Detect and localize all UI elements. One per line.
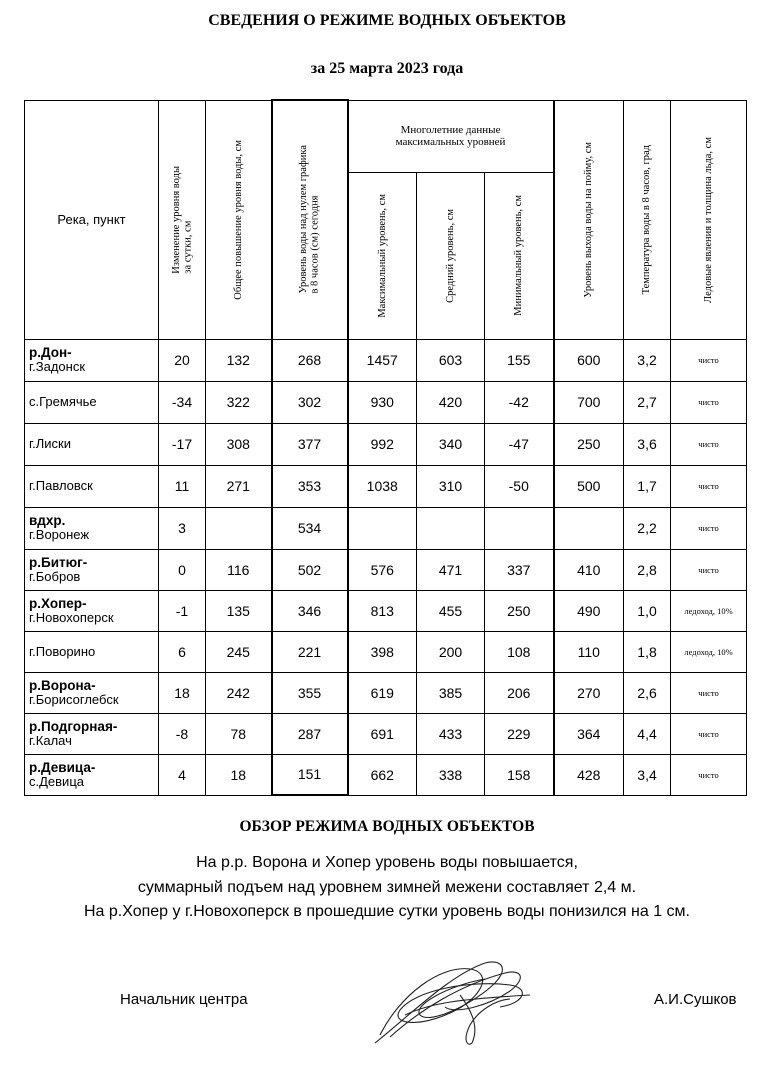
table-row — [25, 549, 747, 590]
cell-level: 221 — [272, 631, 348, 672]
cell-avg: 455 — [417, 590, 485, 631]
header-river-point: Река, пункт — [25, 100, 159, 339]
cell-rise: 132 — [206, 339, 272, 381]
table-body — [25, 339, 747, 795]
cell-rise — [206, 507, 272, 549]
table-row — [25, 339, 747, 381]
cell-min: 108 — [485, 631, 554, 672]
cell-river-point — [25, 631, 159, 672]
table-row — [25, 754, 747, 795]
cell-rise: 322 — [206, 381, 272, 423]
cell-avg: 433 — [417, 713, 485, 754]
table-row — [25, 381, 747, 423]
signatory-name: А.И.Сушков — [654, 991, 737, 1008]
cell-rise: 271 — [206, 465, 272, 507]
cell-ice: чисто — [671, 381, 747, 423]
cell-max: 398 — [348, 631, 417, 672]
cell-max: 1038 — [348, 465, 417, 507]
cell-level: 268 — [272, 339, 348, 381]
cell-ice: чисто — [671, 465, 747, 507]
gauge-point: г.Новохоперск — [29, 609, 114, 625]
river-name: р.Подгорная- — [29, 718, 118, 734]
cell-temp: 4,4 — [624, 713, 671, 754]
cell-rise: 116 — [206, 549, 272, 590]
cell-min: 229 — [485, 713, 554, 754]
cell-min: -47 — [485, 423, 554, 465]
cell-min: -42 — [485, 381, 554, 423]
cell-level: 302 — [272, 381, 348, 423]
cell-max: 1457 — [348, 339, 417, 381]
gauge-point: г.Задонск — [29, 359, 86, 374]
review-line-1: На р.р. Ворона и Хопер уровень воды повышается, — [196, 854, 578, 871]
header-longterm-group: Многолетние данные максимальных уровней — [348, 100, 554, 172]
gauge-point: г.Бобров — [29, 568, 81, 584]
cell-ice: чисто — [671, 672, 747, 713]
header-total-rise: Общее повышение уровня воды, см — [206, 100, 272, 339]
cell-rise: 308 — [206, 423, 272, 465]
cell-max: 813 — [348, 590, 417, 631]
cell-change: -17 — [159, 423, 206, 465]
cell-temp: 2,8 — [624, 549, 671, 590]
cell-level: 377 — [272, 423, 348, 465]
gauge-point: г.Воронеж — [29, 527, 90, 542]
cell-temp: 3,2 — [624, 339, 671, 381]
cell-temp: 1,0 — [624, 590, 671, 631]
cell-max: 930 — [348, 381, 417, 423]
cell-ice: чисто — [671, 713, 747, 754]
river-name: р.Ворона- — [29, 677, 96, 693]
cell-river-point — [25, 507, 159, 549]
cell-avg: 385 — [417, 672, 485, 713]
review-line-2: суммарный подъем над уровнем зимней межени составляет 2,4 м. — [137, 879, 637, 896]
table-row — [25, 465, 747, 507]
cell-ice: чисто — [671, 339, 747, 381]
cell-flood: 250 — [554, 423, 624, 465]
cell-rise: 242 — [206, 672, 272, 713]
cell-avg — [417, 507, 485, 549]
gauge-point: г.Борисоглебск — [29, 691, 119, 707]
table-row — [25, 631, 747, 672]
cell-change: -8 — [159, 713, 206, 754]
cell-avg: 200 — [417, 631, 485, 672]
cell-flood: 500 — [554, 465, 624, 507]
cell-change: 18 — [159, 672, 206, 713]
cell-rise: 135 — [206, 590, 272, 631]
cell-change: 11 — [159, 465, 206, 507]
cell-river-point — [25, 549, 159, 590]
header-avg-level: Средний уровень, см — [417, 172, 485, 339]
cell-river-point — [25, 590, 159, 631]
cell-avg: 471 — [417, 549, 485, 590]
table-row — [25, 713, 747, 754]
cell-ice: чисто — [671, 754, 747, 795]
cell-flood: 700 — [554, 381, 624, 423]
cell-level: 502 — [272, 549, 348, 590]
cell-max: 992 — [348, 423, 417, 465]
document-title: СВЕДЕНИЯ О РЕЖИМЕ ВОДНЫХ ОБЪЕКТОВ — [208, 12, 566, 29]
cell-level: 534 — [272, 507, 348, 549]
cell-flood: 600 — [554, 339, 624, 381]
cell-change: 3 — [159, 507, 206, 549]
cell-max: 619 — [348, 672, 417, 713]
cell-flood: 364 — [554, 713, 624, 754]
handwritten-signature — [360, 955, 540, 1050]
river-name: вдхр. — [29, 513, 66, 528]
table-row — [25, 590, 747, 631]
cell-river-point — [25, 672, 159, 713]
river-name: р.Хопер- — [29, 595, 87, 611]
cell-ice: чисто — [671, 423, 747, 465]
cell-min: 337 — [485, 549, 554, 590]
cell-ice: ледоход, 10% — [671, 631, 747, 672]
cell-min — [485, 507, 554, 549]
cell-river-point — [25, 465, 159, 507]
header-water-temp: Температура воды в 8 часов, град — [624, 100, 671, 339]
cell-change: 20 — [159, 339, 206, 381]
river-name: р.Дон- — [29, 345, 72, 360]
cell-level: 151 — [272, 754, 348, 795]
table-row — [25, 672, 747, 713]
cell-min: 206 — [485, 672, 554, 713]
cell-flood — [554, 507, 624, 549]
water-regime-table — [24, 99, 747, 796]
cell-level: 355 — [272, 672, 348, 713]
cell-river-point — [25, 713, 159, 754]
cell-ice: ледоход, 10% — [671, 590, 747, 631]
cell-max: 576 — [348, 549, 417, 590]
cell-change: -1 — [159, 590, 206, 631]
header-floodplain-level: Уровень выхода воды на пойму, см — [554, 100, 624, 339]
cell-min: 158 — [485, 754, 554, 795]
cell-ice: чисто — [671, 549, 747, 590]
cell-change: -34 — [159, 381, 206, 423]
review-title: ОБЗОР РЕЖИМА ВОДНЫХ ОБЪЕКТОВ — [239, 818, 535, 835]
cell-min: 155 — [485, 339, 554, 381]
cell-rise: 18 — [206, 754, 272, 795]
cell-rise: 78 — [206, 713, 272, 754]
header-max-level: Максимальный уровень, см — [348, 172, 417, 339]
gauge-point: г.Лиски — [29, 436, 72, 451]
gauge-point: с.Гремячье — [29, 394, 97, 409]
cell-river-point — [25, 339, 159, 381]
cell-avg: 420 — [417, 381, 485, 423]
cell-avg: 603 — [417, 339, 485, 381]
cell-flood: 410 — [554, 549, 624, 590]
review-line-3: На р.Хопер у г.Новохоперск в прошедшие сутки уровень воды понизился на 1 см. — [83, 903, 690, 920]
cell-max: 662 — [348, 754, 417, 795]
cell-temp: 3,6 — [624, 423, 671, 465]
cell-ice: чисто — [671, 507, 747, 549]
cell-flood: 428 — [554, 754, 624, 795]
cell-river-point — [25, 754, 159, 795]
cell-level: 353 — [272, 465, 348, 507]
cell-river-point — [25, 423, 159, 465]
gauge-point: г.Калач — [29, 732, 72, 748]
cell-temp: 1,7 — [624, 465, 671, 507]
cell-temp: 2,7 — [624, 381, 671, 423]
cell-flood: 270 — [554, 672, 624, 713]
river-name: р.Девица- — [29, 759, 96, 775]
cell-max: 691 — [348, 713, 417, 754]
cell-level: 287 — [272, 713, 348, 754]
cell-min: -50 — [485, 465, 554, 507]
table-row — [25, 507, 747, 549]
cell-max — [348, 507, 417, 549]
cell-min: 250 — [485, 590, 554, 631]
gauge-point: г.Павловск — [29, 478, 93, 493]
cell-change: 4 — [159, 754, 206, 795]
cell-avg: 310 — [417, 465, 485, 507]
river-name: р.Битюг- — [29, 554, 88, 570]
header-min-level: Минимальный уровень, см — [485, 172, 554, 339]
cell-temp: 1,8 — [624, 631, 671, 672]
header-daily-change: Изменение уровня воды за сутки, см — [159, 100, 206, 339]
cell-rise: 245 — [206, 631, 272, 672]
cell-avg: 340 — [417, 423, 485, 465]
header-level-today: Уровень воды над нулем графика в 8 часов (см) сегодня — [272, 100, 348, 339]
cell-river-point — [25, 381, 159, 423]
cell-change: 0 — [159, 549, 206, 590]
cell-temp: 3,4 — [624, 754, 671, 795]
header-ice: Ледовые явления и толщина льда, см — [671, 100, 747, 339]
cell-temp: 2,6 — [624, 672, 671, 713]
cell-flood: 110 — [554, 631, 624, 672]
table-row — [25, 423, 747, 465]
signatory-role: Начальник центра — [120, 991, 248, 1008]
document-date: за 25 марта 2023 года — [310, 60, 464, 77]
cell-flood: 490 — [554, 590, 624, 631]
gauge-point: с.Девица — [29, 773, 84, 789]
cell-avg: 338 — [417, 754, 485, 795]
cell-temp: 2,2 — [624, 507, 671, 549]
gauge-point: г.Поворино — [29, 643, 96, 659]
cell-level: 346 — [272, 590, 348, 631]
cell-change: 6 — [159, 631, 206, 672]
